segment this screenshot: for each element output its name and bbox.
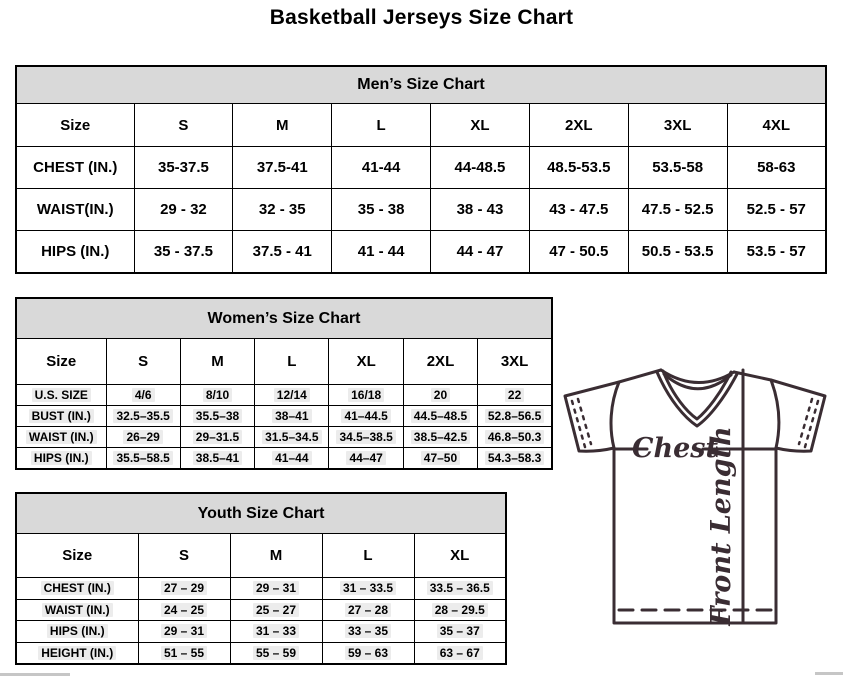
table-row xyxy=(16,406,552,427)
column-header: 3XL xyxy=(478,339,552,385)
size-value: 25 – 27 xyxy=(230,599,322,621)
column-header: XL xyxy=(329,339,403,385)
column-header-row xyxy=(16,339,552,385)
size-value: 31 – 33.5 xyxy=(322,578,414,600)
womens-size-chart-table xyxy=(15,297,553,470)
size-value: 52.8–56.5 xyxy=(478,406,552,427)
row-label: HEIGHT (IN.) xyxy=(16,642,138,664)
size-value: 38–41 xyxy=(255,406,329,427)
size-value: 46.8–50.3 xyxy=(478,427,552,448)
size-value: 35-37.5 xyxy=(134,147,233,189)
table-title-row xyxy=(16,298,552,339)
size-value: 35 - 37.5 xyxy=(134,231,233,274)
size-value: 50.5 - 53.5 xyxy=(628,231,727,274)
size-value: 44-48.5 xyxy=(431,147,530,189)
size-value: 31.5–34.5 xyxy=(255,427,329,448)
size-value: 27 – 29 xyxy=(138,578,230,600)
size-value: 31 – 33 xyxy=(230,621,322,643)
size-value: 8/10 xyxy=(180,385,254,406)
womens-table-title: Women’s Size Chart xyxy=(16,298,552,339)
table-row xyxy=(16,231,826,274)
mens-size-chart-table xyxy=(15,65,827,274)
corner-cell: Size xyxy=(16,339,106,385)
jersey-collar xyxy=(657,370,737,426)
size-value: 59 – 63 xyxy=(322,642,414,664)
column-header: L xyxy=(322,534,414,578)
size-value: 34.5–38.5 xyxy=(329,427,403,448)
table-row xyxy=(16,189,826,231)
corner-cell: Size xyxy=(16,104,134,147)
size-value: 41–44.5 xyxy=(329,406,403,427)
size-value: 38.5–42.5 xyxy=(403,427,477,448)
size-value: 33.5 – 36.5 xyxy=(414,578,506,600)
row-label: WAIST (IN.) xyxy=(16,599,138,621)
jersey-body-outline xyxy=(565,370,825,623)
table-row xyxy=(16,599,506,621)
table-row xyxy=(16,427,552,448)
column-header-row xyxy=(16,534,506,578)
size-value: 47.5 - 52.5 xyxy=(628,189,727,231)
column-header: 4XL xyxy=(727,104,826,147)
table-row xyxy=(16,578,506,600)
chest-label: Chest xyxy=(632,433,718,464)
size-value: 52.5 - 57 xyxy=(727,189,826,231)
table-row xyxy=(16,642,506,664)
size-value: 44 - 47 xyxy=(431,231,530,274)
column-header: S xyxy=(138,534,230,578)
column-header: M xyxy=(233,104,332,147)
youth-size-chart-table xyxy=(15,492,507,665)
size-value: 4/6 xyxy=(106,385,180,406)
size-value: 38.5–41 xyxy=(180,448,254,470)
size-value: 53.5 - 57 xyxy=(727,231,826,274)
row-label: U.S. SIZE xyxy=(16,385,106,406)
column-header: 2XL xyxy=(403,339,477,385)
row-label: WAIST(IN.) xyxy=(16,189,134,231)
size-value: 53.5-58 xyxy=(628,147,727,189)
size-value: 44.5–48.5 xyxy=(403,406,477,427)
row-label: HIPS (IN.) xyxy=(16,231,134,274)
column-header: L xyxy=(332,104,431,147)
size-value: 35 – 37 xyxy=(414,621,506,643)
column-header: 3XL xyxy=(628,104,727,147)
jersey-measurement-diagram xyxy=(553,360,843,632)
cutoff-fragment-left xyxy=(0,673,70,676)
size-value: 44–47 xyxy=(329,448,403,470)
row-label: BUST (IN.) xyxy=(16,406,106,427)
size-value: 29 - 32 xyxy=(134,189,233,231)
corner-cell: Size xyxy=(16,534,138,578)
size-value: 41-44 xyxy=(332,147,431,189)
column-header: XL xyxy=(414,534,506,578)
size-value: 16/18 xyxy=(329,385,403,406)
table-title-row xyxy=(16,66,826,104)
column-header: M xyxy=(180,339,254,385)
row-label: CHEST (IN.) xyxy=(16,578,138,600)
row-label: WAIST (IN.) xyxy=(16,427,106,448)
size-value: 58-63 xyxy=(727,147,826,189)
table-row xyxy=(16,385,552,406)
page-title: Basketball Jerseys Size Chart xyxy=(269,6,574,29)
table-title-row xyxy=(16,493,506,534)
size-value: 27 – 28 xyxy=(322,599,414,621)
size-value: 35.5–38 xyxy=(180,406,254,427)
column-header: S xyxy=(134,104,233,147)
size-value: 24 – 25 xyxy=(138,599,230,621)
column-header: L xyxy=(255,339,329,385)
cutoff-fragment-right xyxy=(815,672,843,675)
size-value: 43 - 47.5 xyxy=(529,189,628,231)
size-value: 32.5–35.5 xyxy=(106,406,180,427)
size-value: 47 - 50.5 xyxy=(529,231,628,274)
size-value: 37.5-41 xyxy=(233,147,332,189)
size-value: 20 xyxy=(403,385,477,406)
size-value: 48.5-53.5 xyxy=(529,147,628,189)
size-value: 63 – 67 xyxy=(414,642,506,664)
size-value: 22 xyxy=(478,385,552,406)
row-label: HIPS (IN.) xyxy=(16,448,106,470)
size-value: 54.3–58.3 xyxy=(478,448,552,470)
size-value: 41–44 xyxy=(255,448,329,470)
table-row xyxy=(16,448,552,470)
size-value: 38 - 43 xyxy=(431,189,530,231)
youth-table-title: Youth Size Chart xyxy=(16,493,506,534)
size-value: 55 – 59 xyxy=(230,642,322,664)
size-value: 28 – 29.5 xyxy=(414,599,506,621)
size-value: 47–50 xyxy=(403,448,477,470)
size-value: 33 – 35 xyxy=(322,621,414,643)
size-value: 29 – 31 xyxy=(138,621,230,643)
row-label: HIPS (IN.) xyxy=(16,621,138,643)
size-value: 29–31.5 xyxy=(180,427,254,448)
column-header: S xyxy=(106,339,180,385)
size-value: 26–29 xyxy=(106,427,180,448)
table-row xyxy=(16,621,506,643)
size-value: 41 - 44 xyxy=(332,231,431,274)
size-value: 35.5–58.5 xyxy=(106,448,180,470)
column-header-row xyxy=(16,104,826,147)
table-row xyxy=(16,147,826,189)
size-value: 32 - 35 xyxy=(233,189,332,231)
mens-table-title: Men’s Size Chart xyxy=(16,66,826,104)
column-header: M xyxy=(230,534,322,578)
size-value: 37.5 - 41 xyxy=(233,231,332,274)
row-label: CHEST (IN.) xyxy=(16,147,134,189)
column-header: 2XL xyxy=(529,104,628,147)
size-value: 12/14 xyxy=(255,385,329,406)
size-value: 35 - 38 xyxy=(332,189,431,231)
front-length-label: Front Length xyxy=(706,426,737,626)
column-header: XL xyxy=(431,104,530,147)
size-value: 51 – 55 xyxy=(138,642,230,664)
size-value: 29 – 31 xyxy=(230,578,322,600)
